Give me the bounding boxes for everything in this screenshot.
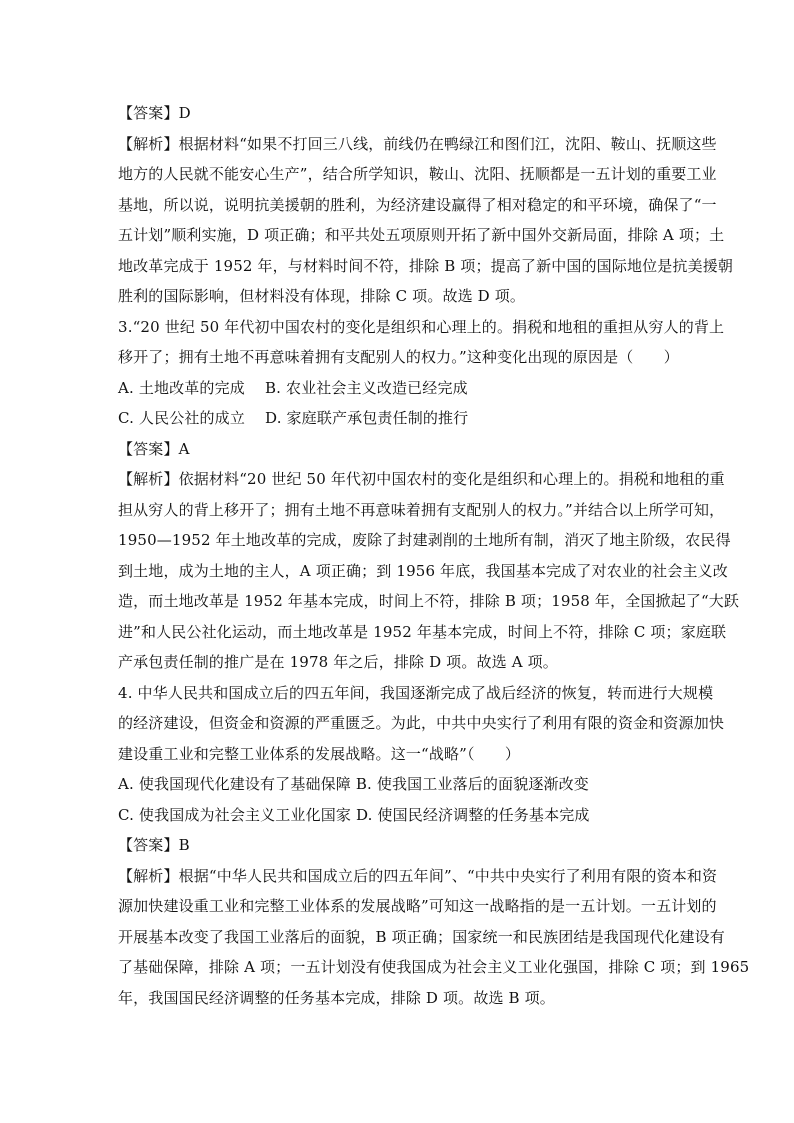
- analysis-line: 源加快建设重工业和完整工业体系的发展战略”可知这一战略指的是一五计划。一五计划的: [118, 897, 717, 915]
- analysis-line: 了基础保障，排除 A 项；一五计划没有使我国成为社会主义工业化强国，排除 C 项；到 1965: [118, 958, 750, 976]
- question-3-stem: 移开了；拥有土地不再意味着拥有支配别人的权力。”这种变化出现的原因是（ ）: [118, 348, 679, 366]
- answer-line-q2: 【答案】D: [118, 104, 191, 122]
- analysis-line: 地改革完成于 1952 年，与材料时间不符，排除 B 项；提高了新中国的国际地位是抗美援朝: [118, 256, 734, 275]
- analysis-line: 担从穷人的背上移开了；拥有土地不再意味着拥有支配别人的权力。”并结合以上所学可知，: [118, 500, 725, 519]
- answer-line-q3: 【答案】A: [118, 439, 190, 458]
- analysis-line: 【解析】根据材料“如果不打回三八线，前线仍在鸭绿江和图们江，沈阳、鞍山、抚顺这些: [118, 134, 717, 153]
- analysis-line: 造，而土地改革是 1952 年基本完成，时间上不符，排除 B 项；1958 年，全国掀起了“大跃: [118, 592, 740, 610]
- question-4-stem: 4. 中华人民共和国成立后的四五年间，我国逐渐完成了战后经济的恢复，转而进行大规模: [118, 683, 714, 702]
- analysis-line: 【解析】依据材料“20 世纪 50 年代初中国农村的变化是组织和心理上的。捐税和地租的重: [118, 470, 725, 488]
- question-3-stem: 3.“20 世纪 50 年代初中国农村的变化是组织和心理上的。捐税和地租的重担从穷人的背上: [118, 317, 725, 336]
- analysis-line: 到土地，成为土地的主人，A 项正确；到 1956 年底，我国基本完成了对农业的社会主义改: [118, 561, 728, 580]
- analysis-line: 五计划”顺利实施，D 项正确；和平共处五项原则开拓了新中国外交新局面，排除 A 项；土: [118, 226, 725, 244]
- analysis-line: 【解析】根据“中华人民共和国成立后的四五年间”、“中共中央实行了利用有限的资本和资: [118, 866, 718, 885]
- question-4-stem: 的经济建设，但资金和资源的严重匮乏。为此，中共中央实行了利用有限的资金和资源加快: [118, 714, 725, 732]
- answer-line-q4: 【答案】B: [118, 836, 190, 854]
- analysis-line: 地方的人民就不能安心生产”，结合所学知识，鞍山、沈阳、抚顺都是一五计划的重要工业: [118, 165, 717, 183]
- question-3-options: A. 土地改革的完成 B. 农业社会主义改造已经完成: [118, 378, 468, 397]
- question-4-options: A. 使我国现代化建设有了基础保障 B. 使我国工业落后的面貌逐渐改变: [118, 775, 589, 793]
- document-body: [118, 98, 750, 1013]
- question-4-stem: 建设重工业和完整工业体系的发展战略。这一“战略”（ ）: [118, 744, 521, 763]
- question-4-options: C. 使我国成为社会主义工业化国家 D. 使国民经济调整的任务基本完成: [118, 805, 590, 824]
- question-3-options: C. 人民公社的成立 D. 家庭联产承包责任制的推行: [118, 409, 469, 427]
- analysis-line: 胜利的国际影响，但材料没有体现，排除 C 项。故选 D 项。: [118, 287, 526, 305]
- analysis-line: 开展基本改变了我国工业落后的面貌，B 项正确；国家统一和民族团结是我国现代化建设有: [118, 927, 725, 946]
- analysis-line: 1950—1952 年土地改革的完成，废除了封建剥削的土地所有制，消灭了地主阶级，农民得: [118, 531, 731, 549]
- analysis-line: 年，我国国民经济调整的任务基本完成，排除 D 项。故选 B 项。: [118, 988, 555, 1007]
- analysis-line: 基地，所以说，说明抗美援朝的胜利，为经济建设赢得了相对稳定的和平环境，确保了“一: [118, 195, 717, 214]
- analysis-line: 产承包责任制的推广是在 1978 年之后，排除 D 项。故选 A 项。: [118, 653, 558, 671]
- analysis-line: 进”和人民公社化运动，而土地改革是 1952 年基本完成，时间上不符，排除 C 项；家庭联: [118, 622, 727, 641]
